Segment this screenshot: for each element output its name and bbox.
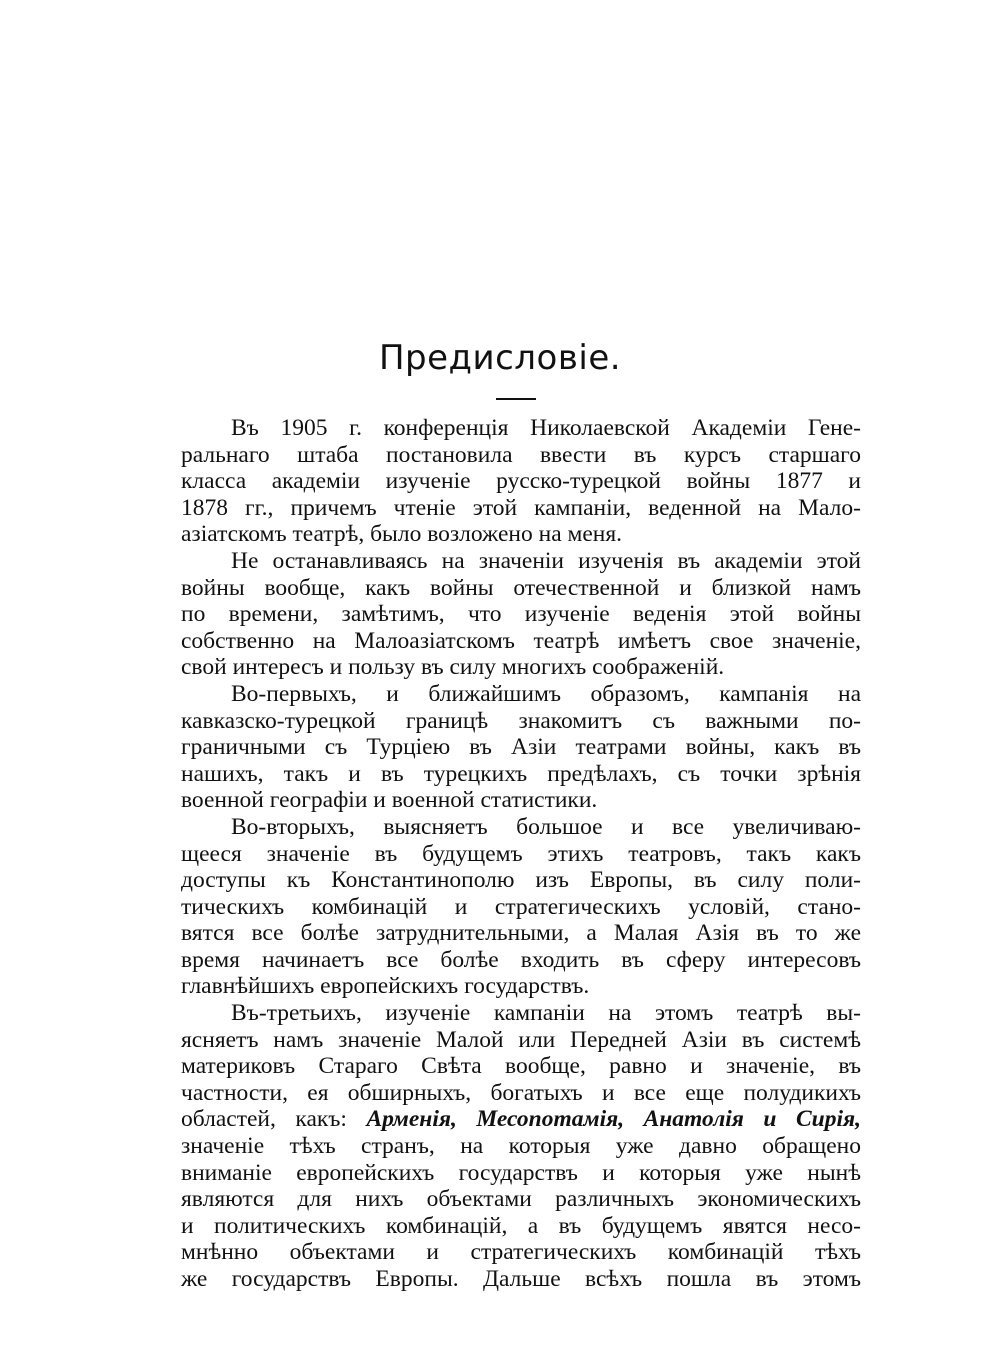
text-line: [181, 1186, 861, 1213]
text-line-content: войны вообще, какъ войны отечественной и близкой намъ: [181, 574, 861, 601]
text-line: [181, 761, 861, 788]
text-line-content: класса академіи изученіе русско-турецкой войны 1877 и: [181, 468, 861, 495]
text-line-content: нашихъ, такъ и въ турецкихъ предѣлахъ, съ точки зрѣнія: [181, 760, 861, 787]
text-line-content: главнѣйшихъ европейскихъ государствъ.: [181, 973, 590, 1000]
text-line-content: военной географіи и военной статистики.: [181, 787, 598, 814]
text-line-content: свой интересъ и пользу въ силу многихъ соображеній.: [181, 654, 725, 681]
text-line: [181, 1053, 861, 1080]
title-divider: [496, 398, 536, 400]
page-title: Предисловіе.: [378, 338, 622, 378]
text-line-content: Во-первыхъ, и ближайшимъ образомъ, кампанія на: [231, 680, 861, 707]
text-line-content: Въ 1905 г. конференція Николаевской Академіи Гене-: [231, 415, 861, 441]
text-line-content: и политическихъ комбинацій, а въ будущемъ явятся несо-: [181, 1212, 861, 1239]
text-line: [181, 1106, 861, 1133]
text-line-content: по времени, замѣтимъ, что изученіе веденія этой войны: [181, 601, 861, 628]
text-line-content: Въ-третьихъ, изученіе кампаніи на этомъ театрѣ вы-: [231, 1000, 861, 1027]
text-line-content: граничными съ Турціею въ Азіи театрами войны, какъ въ: [181, 734, 861, 761]
text-line: [181, 575, 861, 602]
text-line-content: собственно на Малоазіатскомъ театрѣ имѣетъ свое значеніе,: [181, 627, 861, 654]
text-line-content: областей, какъ:: [181, 1106, 367, 1133]
text-line-content: азіатскомъ театрѣ, было возложено на меня.: [181, 521, 623, 548]
text-line-content: тическихъ комбинацій и стратегическихъ условій, стано-: [181, 893, 861, 920]
text-line-content: щееся значеніе въ будущемъ этихъ театровъ, такъ какъ: [181, 840, 861, 867]
text-line-content: доступы къ Константинополю изъ Европы, въ силу поли-: [181, 867, 861, 894]
text-line-content: вятся все болѣе затруднительными, а Малая Азія въ то же: [181, 920, 861, 947]
text-line: [181, 814, 861, 841]
text-line: [181, 654, 861, 681]
text-line-content: кавказско-турецкой границѣ знакомитъ съ важными по-: [181, 707, 861, 734]
text-line: [181, 973, 861, 1000]
text-line-content: частности, ея обширныхъ, богатыхъ и все еще полудикихъ: [181, 1079, 861, 1106]
text-line: [181, 894, 861, 921]
text-line-content: мнѣнно объектами и стратегическихъ комбинацій тѣхъ: [181, 1239, 861, 1266]
text-line: [181, 1213, 861, 1240]
text-line: [181, 1160, 861, 1187]
text-line: [181, 601, 861, 628]
text-line: [181, 1080, 861, 1107]
text-line: [181, 867, 861, 894]
text-line: [181, 415, 861, 442]
text-line: [181, 1266, 861, 1293]
text-line: [181, 521, 861, 548]
italic-place-names: Арменія, Месопотамія, Анатолія и Сирія,: [366, 1106, 861, 1133]
text-line-content: время начинаетъ все болѣе входить въ сферу интересовъ: [181, 946, 861, 973]
text-line-content: являются для нихъ объектами различныхъ экономическихъ: [181, 1186, 861, 1213]
text-line: [181, 841, 861, 868]
text-line: [181, 947, 861, 974]
text-line: [181, 920, 861, 947]
text-line-content: Во-вторыхъ, выясняетъ большое и все увеличиваю-: [231, 813, 861, 840]
text-line: [181, 734, 861, 761]
text-line-content: 1878 гг., причемъ чтеніе этой кампаніи, веденной на Мало-: [181, 494, 861, 521]
text-line-content: вниманіе европейскихъ государствъ и которыя уже нынѣ: [181, 1159, 861, 1186]
text-line: [181, 1027, 861, 1054]
text-line-content: ральнаго штаба постановила ввести въ курсъ старшаго: [181, 441, 861, 468]
text-line: [181, 628, 861, 655]
text-line-content: материковъ Стараго Свѣта вообще, равно и значеніе, въ: [181, 1053, 861, 1080]
text-line: [181, 442, 861, 469]
text-line: [181, 1239, 861, 1266]
text-line-content: Не останавливаясь на значеніи изученія въ академіи этой: [231, 547, 861, 574]
text-line: [181, 1000, 861, 1027]
text-line: [181, 708, 861, 735]
text-line: [181, 787, 861, 814]
text-line-content: значеніе тѣхъ странъ, на которыя уже давно обращено: [181, 1133, 861, 1160]
text-line-content: же государствъ Европы. Дальше всѣхъ пошла въ этомъ: [181, 1266, 861, 1292]
text-line: [181, 1133, 861, 1160]
text-line-content: ясняетъ намъ значеніе Малой или Передней Азіи въ системѣ: [181, 1026, 861, 1053]
text-line: [181, 468, 861, 495]
text-line: [181, 495, 861, 522]
text-line: [181, 548, 861, 575]
body-text: [181, 415, 861, 1293]
text-line: [181, 681, 861, 708]
